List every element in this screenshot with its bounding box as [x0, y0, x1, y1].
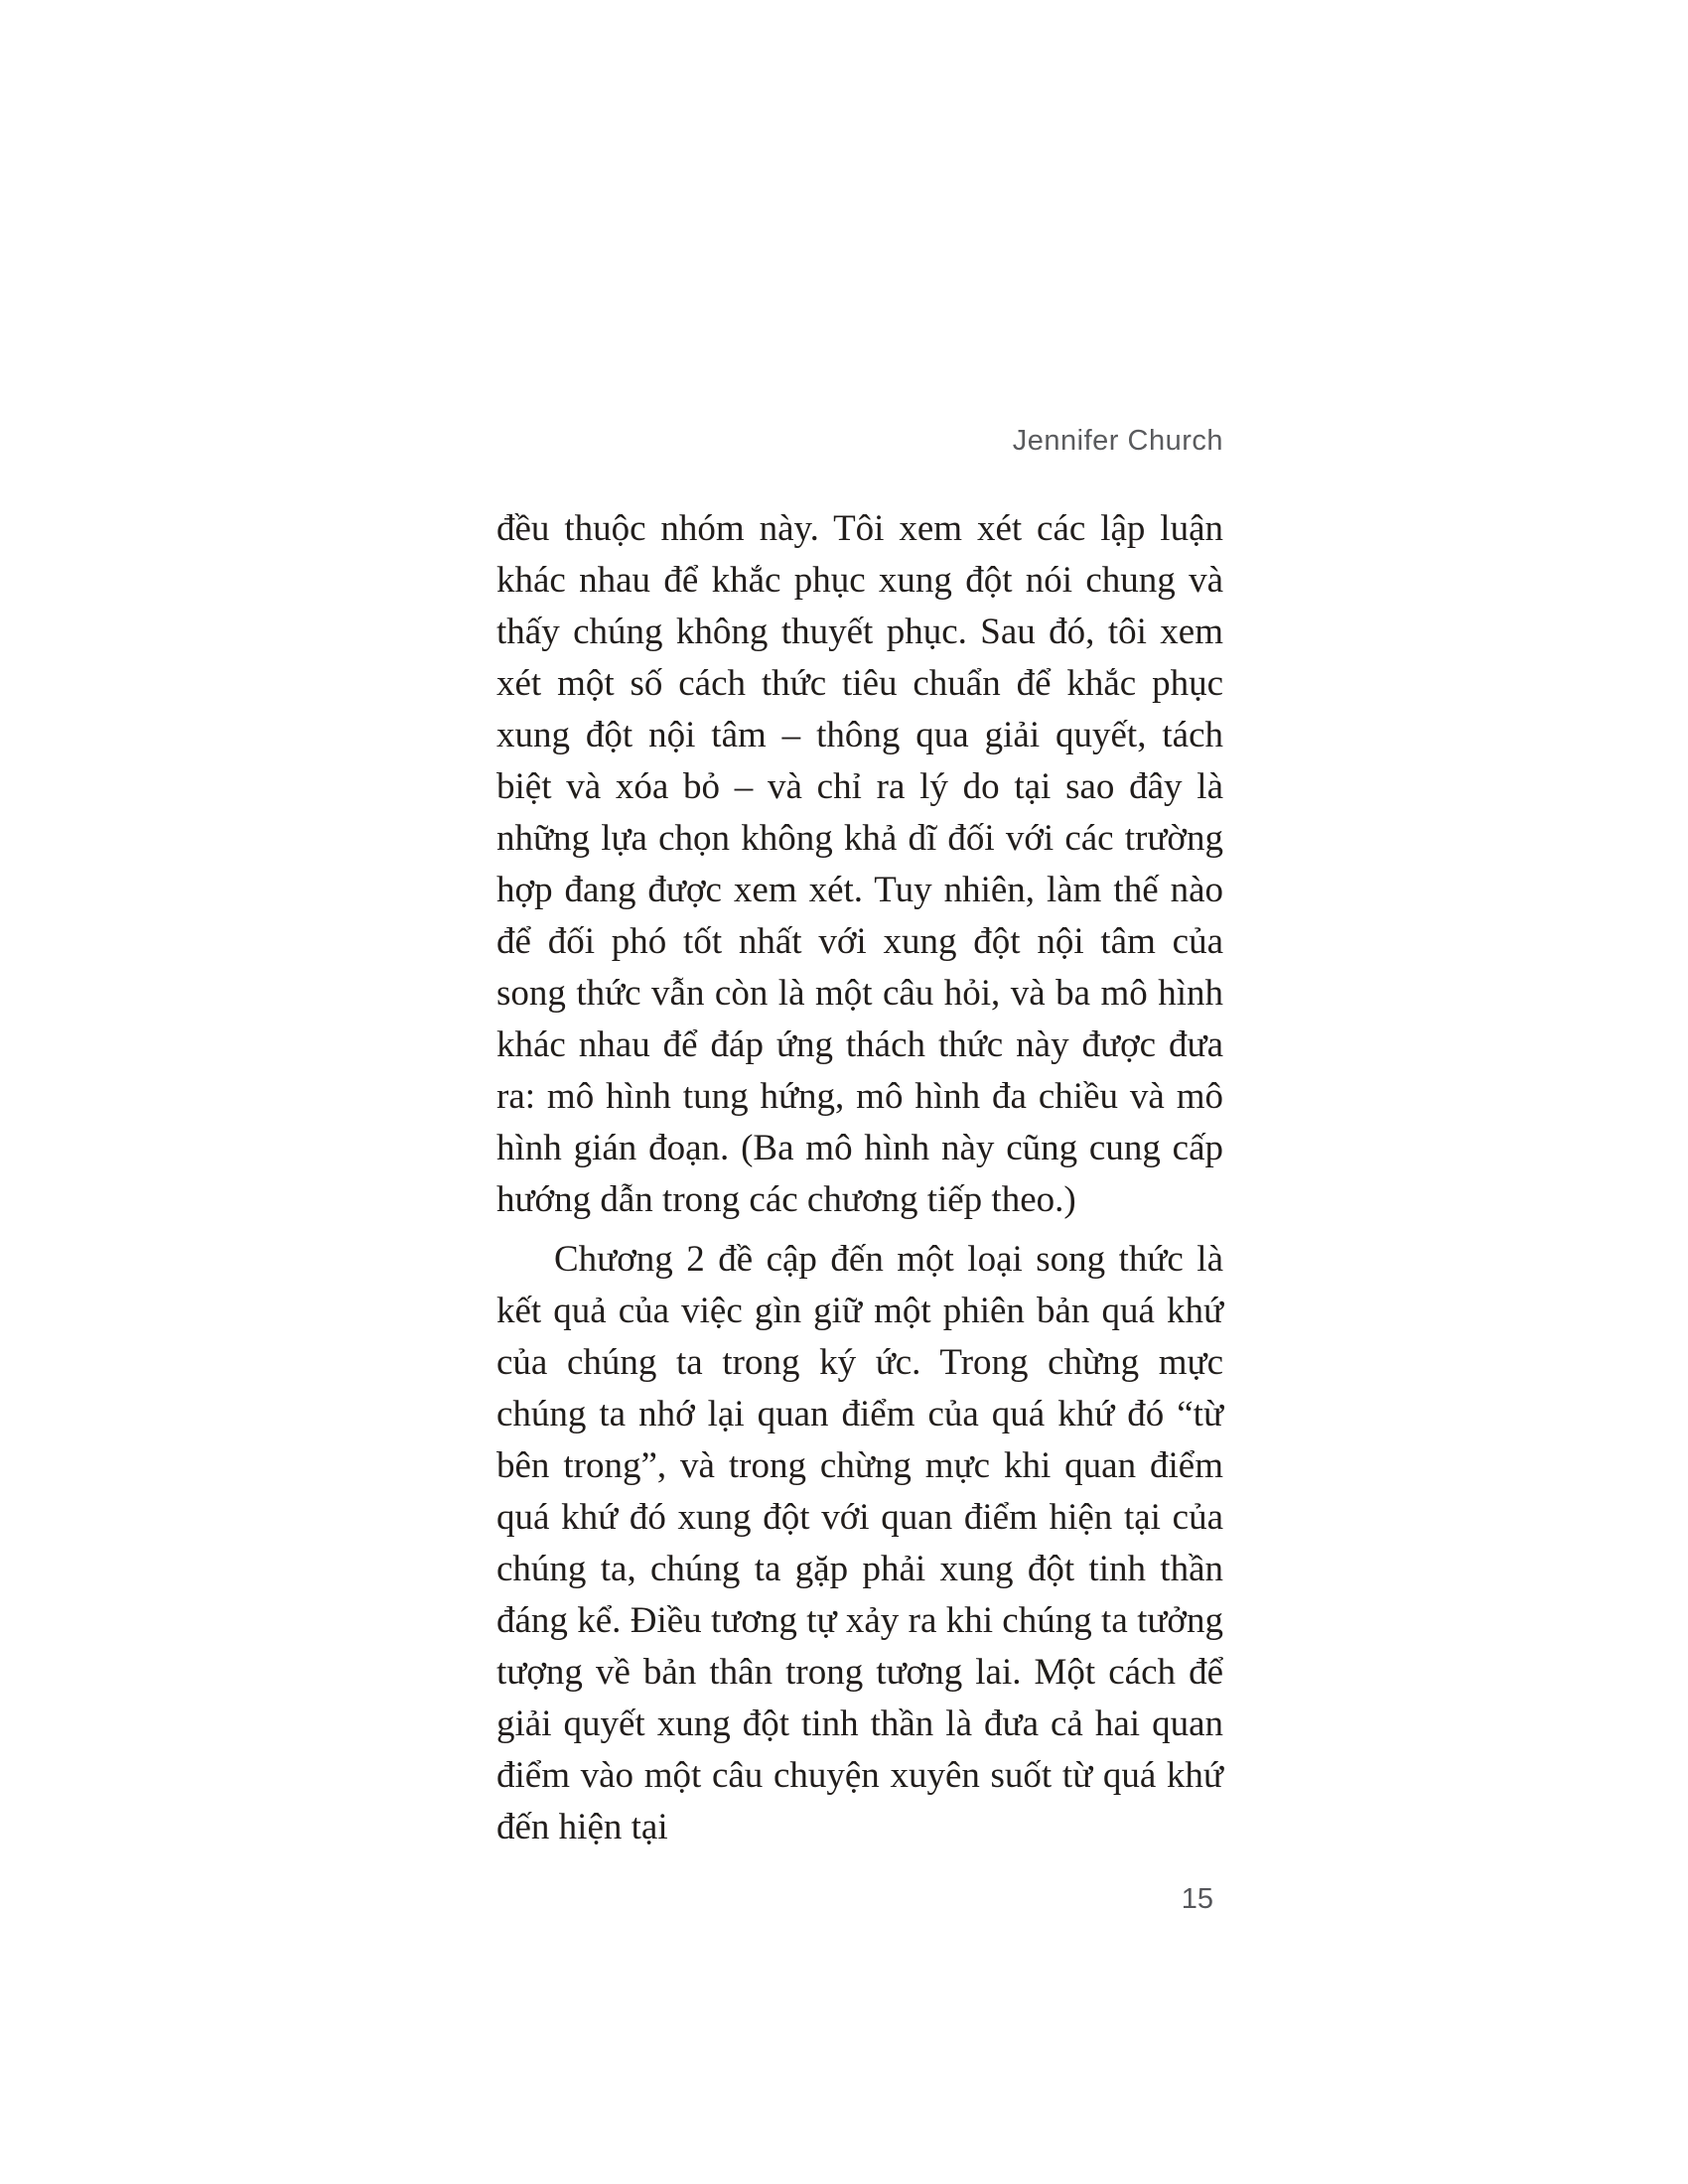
paragraph-2: Chương 2 đề cập đến một loại song thức là kết quả của việc gìn giữ một phiên bản quá khứ của chúng ta trong ký ức. Trong chừng mực chúng ta nhớ lại quan điểm của quá khứ đó “từ bên trong”, và trong chừng mực khi quan điểm quá khứ đó xung đột với quan điểm hiện tại của chúng ta, chúng ta gặp phải xung đột tinh thần đáng kể. Điều tương tự xảy ra khi chúng ta tưởng tượng về bản thân trong tương lai. Một cách để giải quyết xung đột tinh thần là đưa cả hai quan điểm vào một câu chuyện xuyên suốt từ quá khứ đến hiện tại	[496, 1239, 1223, 1847]
body-text	[496, 503, 1223, 1853]
page-number: 15	[1181, 1883, 1213, 1915]
running-head-author: Jennifer Church	[1012, 425, 1223, 457]
text-column	[496, 425, 1223, 1916]
paragraph-1: đều thuộc nhóm này. Tôi xem xét các lập luận khác nhau để khắc phục xung đột nói chung và thấy chúng không thuyết phục. Sau đó, tôi xem xét một số cách thức tiêu chuẩn để khắc phục xung đột nội tâm – thông qua giải quyết, tách biệt và xóa bỏ – và chỉ ra lý do tại sao đây là những lựa chọn không khả dĩ đối với các trường hợp đang được xem xét. Tuy nhiên, làm thế nào để đối phó tốt nhất với xung đột nội tâm của song thức vẫn còn là một câu hỏi, và ba mô hình khác nhau để đáp ứng thách thức này được đưa ra: mô hình tung hứng, mô hình đa chiều và mô hình gián đoạn. (Ba mô hình này cũng cung cấp hướng dẫn trong các chương tiếp theo.)	[496, 508, 1223, 1220]
